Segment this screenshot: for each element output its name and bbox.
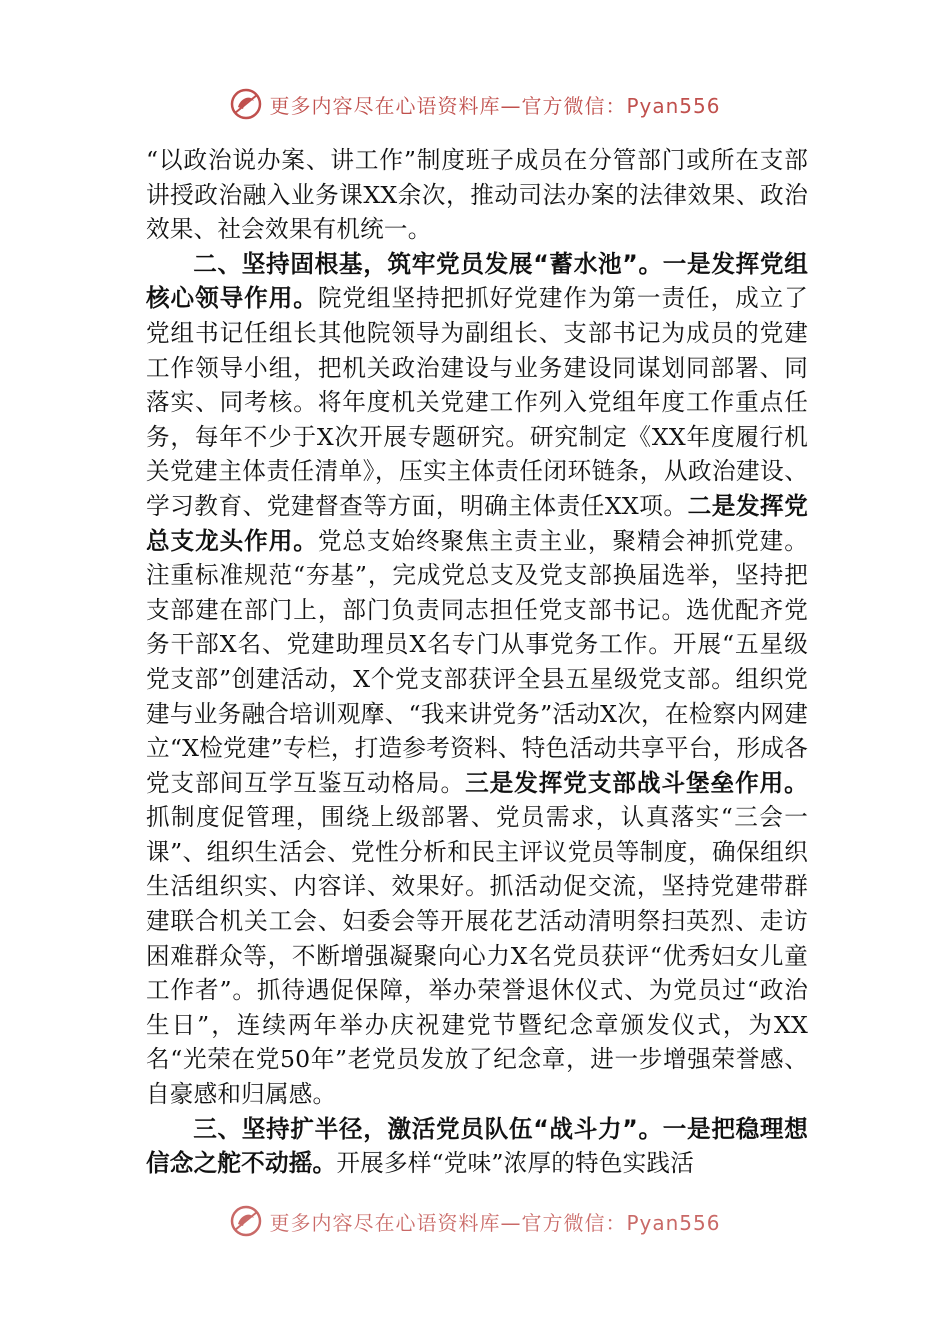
bold-heading-run: 三、坚持扩半径，激活党员队伍“战斗力”。一是把稳理想信念之舵不动摇。 — [146, 1114, 808, 1178]
text-run: 开展多样“党味”浓厚的特色实践活 — [336, 1149, 694, 1178]
logo-icon — [229, 1204, 263, 1238]
paragraph — [146, 143, 808, 247]
text-run: 党总支始终聚焦主责主业，聚精会神抓党建。注重标准规范“夯基”，完成党总支及党支部换届选举，坚持把支部建在部门上，部门负责同志担任党支部书记。选优配齐党务干部X名、党建助理员X名专门从事党务工作。开展“五星级党支部”创建活动，X个党支部获评全县五星级党支部。组织党建与业务融合培训观摩、“我来讲党务”活动X次，在检察内网建立“X检党建”专栏，打造参考资料、特色活动共享平台，形成各党支部间互学互鉴互动格局。 — [146, 526, 808, 797]
text-run: 院党组坚持把抓好党建作为第一责任，成立了党组书记任组长其他院领导为副组长、支部书记为成员的党建工作领导小组，把机关政治建设与业务建设同谋划同部署、同落实、同考核。将年度机关党建工作列入党组年度工作重点任务，每年不少于X次开展专题研究。研究制定《XX年度履行机关党建主体责任清单》，压实主体责任闭环链条，从政治建设、学习教育、党建督查等方面，明确主体责任XX项。 — [146, 284, 808, 520]
paragraph — [146, 247, 808, 1112]
watermark-footer — [0, 1204, 950, 1238]
bold-heading-run: 三是发挥党支部战斗堡垒作用。 — [465, 768, 808, 797]
watermark-text: 更多内容尽在心语资料库—官方微信：Pyan556 — [269, 1210, 721, 1235]
document-body — [146, 143, 808, 1181]
text-run: 抓制度促管理，围绕上级部署、党员需求，认真落实“三会一课”、组织生活会、党性分析和民主评议党员等制度，确保组织生活组织实、内容详、效果好。抓活动促交流，坚持党建带群建联合机关工会、妇委会等开展花艺活动清明祭扫英烈、走访困难群众等，不断增强凝聚向心力X名党员获评“优秀妇女儿童工作者”。抓待遇促保障，举办荣誉退休仪式、为党员过“政治生日”，连续两年举办庆祝建党节暨纪念章颁发仪式，为XX名“光荣在党50年”老党员发放了纪念章，进一步增强荣誉感、自豪感和归属感。 — [146, 803, 808, 1109]
watermark-text: 更多内容尽在心语资料库—官方微信：Pyan556 — [269, 93, 721, 118]
bold-heading-run: 二、坚持固根基，筑牢党员发展“蓄水池”。一是发挥党组核心领导作用。 — [146, 249, 808, 313]
paragraph — [146, 1112, 808, 1181]
bold-heading-run: 二是发挥党总支龙头作用。 — [146, 491, 809, 555]
logo-icon — [229, 87, 263, 121]
watermark-header — [0, 86, 950, 122]
text-run: “以政治说办案、讲工作”制度班子成员在分管部门或所在支部讲授政治融入业务课XX余次，推动司法办案的法律效果、政治效果、社会效果有机统一。 — [146, 146, 808, 244]
